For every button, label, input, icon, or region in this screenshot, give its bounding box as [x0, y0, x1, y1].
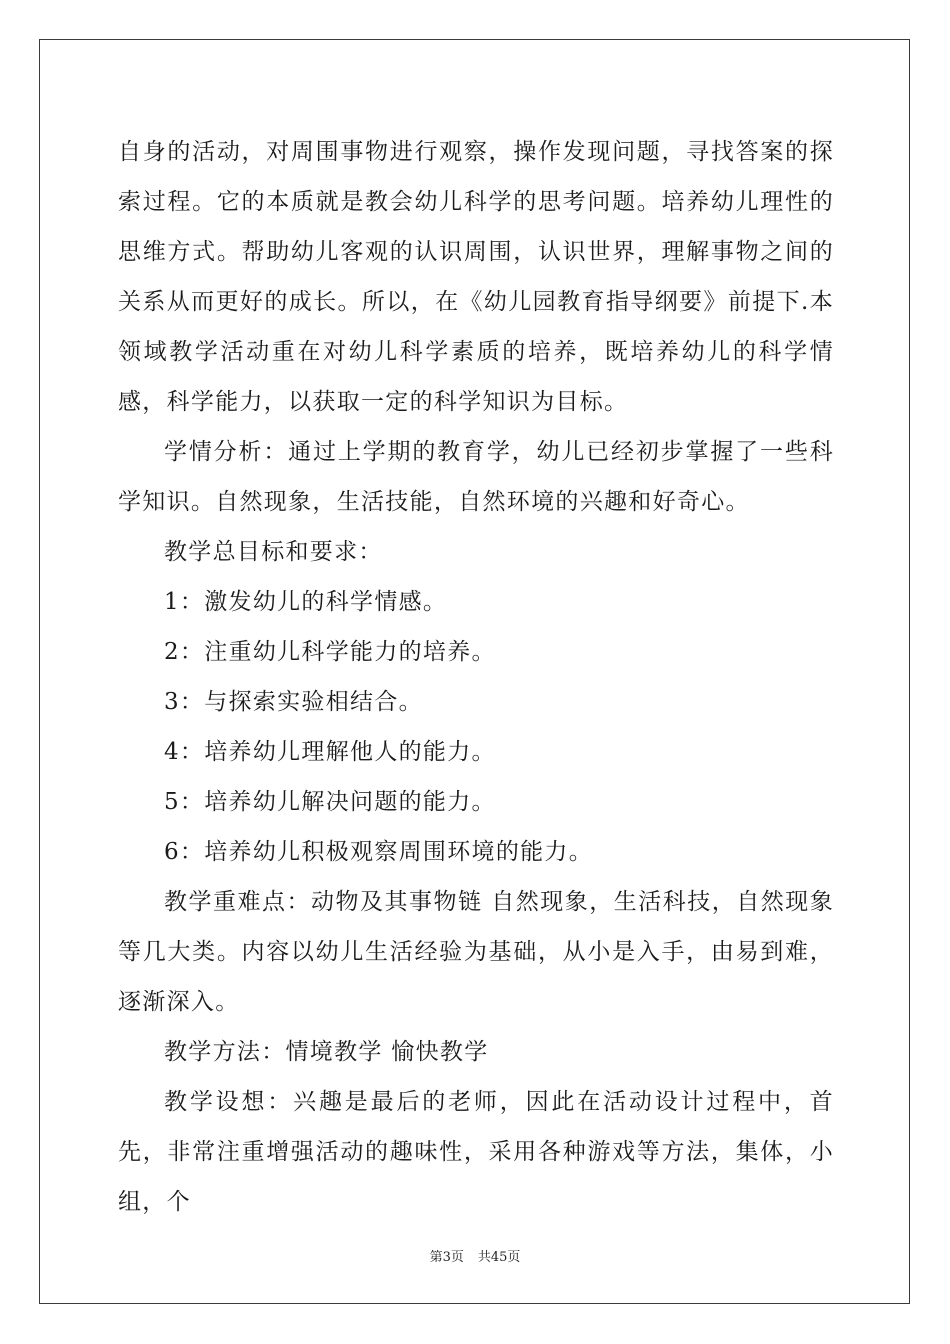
page-footer [0, 1246, 950, 1265]
list-item-goal-3: 3：与探索实验相结合。 [164, 689, 423, 715]
paragraph-key-difficulties: 教学重难点：动物及其事物链 自然现象，生活科技，自然现象等几大类。内容以幼儿生活经验为基础，从小是入手，由易到难，逐渐深入。 [118, 889, 834, 1015]
total-pages: 共45页 [477, 1250, 521, 1265]
list-item-goal-1: 1：激发幼儿的科学情感。 [164, 589, 448, 615]
list-item-goal-2: 2：注重幼儿科学能力的培养。 [164, 639, 496, 665]
list-item-goal-5: 5：培养幼儿解决问题的能力。 [164, 789, 496, 815]
paragraph-intro-continued: 自身的活动，对周围事物进行观察，操作发现问题，寻找答案的探索过程。它的本质就是教会幼儿科学的思考问题。培养幼儿理性的思维方式。帮助幼儿客观的认识周围，认识世界，理解事物之间的关系从而更好的成长。所以，在《幼儿园教育指导纲要》前提下.本领域教学活动重在对幼儿科学素质的培养，既培养幼儿的科学情感，科学能力，以获取一定的科学知识为目标。 [118, 139, 834, 415]
document-body [118, 127, 834, 1227]
list-item-goal-6: 6：培养幼儿积极观察周围环境的能力。 [164, 839, 594, 865]
paragraph-goals-heading: 教学总目标和要求： [164, 539, 383, 565]
paragraph-teaching-methods: 教学方法：情境教学 愉快教学 [164, 1039, 489, 1065]
list-item-goal-4: 4：培养幼儿理解他人的能力。 [164, 739, 496, 765]
paragraph-teaching-design: 教学设想：兴趣是最后的老师，因此在活动设计过程中，首先，非常注重增强活动的趣味性，采用各种游戏等方法，集体，小组，个 [118, 1089, 834, 1215]
page-number: 第3页 [429, 1250, 464, 1265]
paragraph-learning-analysis: 学情分析：通过上学期的教育学，幼儿已经初步掌握了一些科学知识。自然现象，生活技能，自然环境的兴趣和好奇心。 [118, 439, 834, 515]
